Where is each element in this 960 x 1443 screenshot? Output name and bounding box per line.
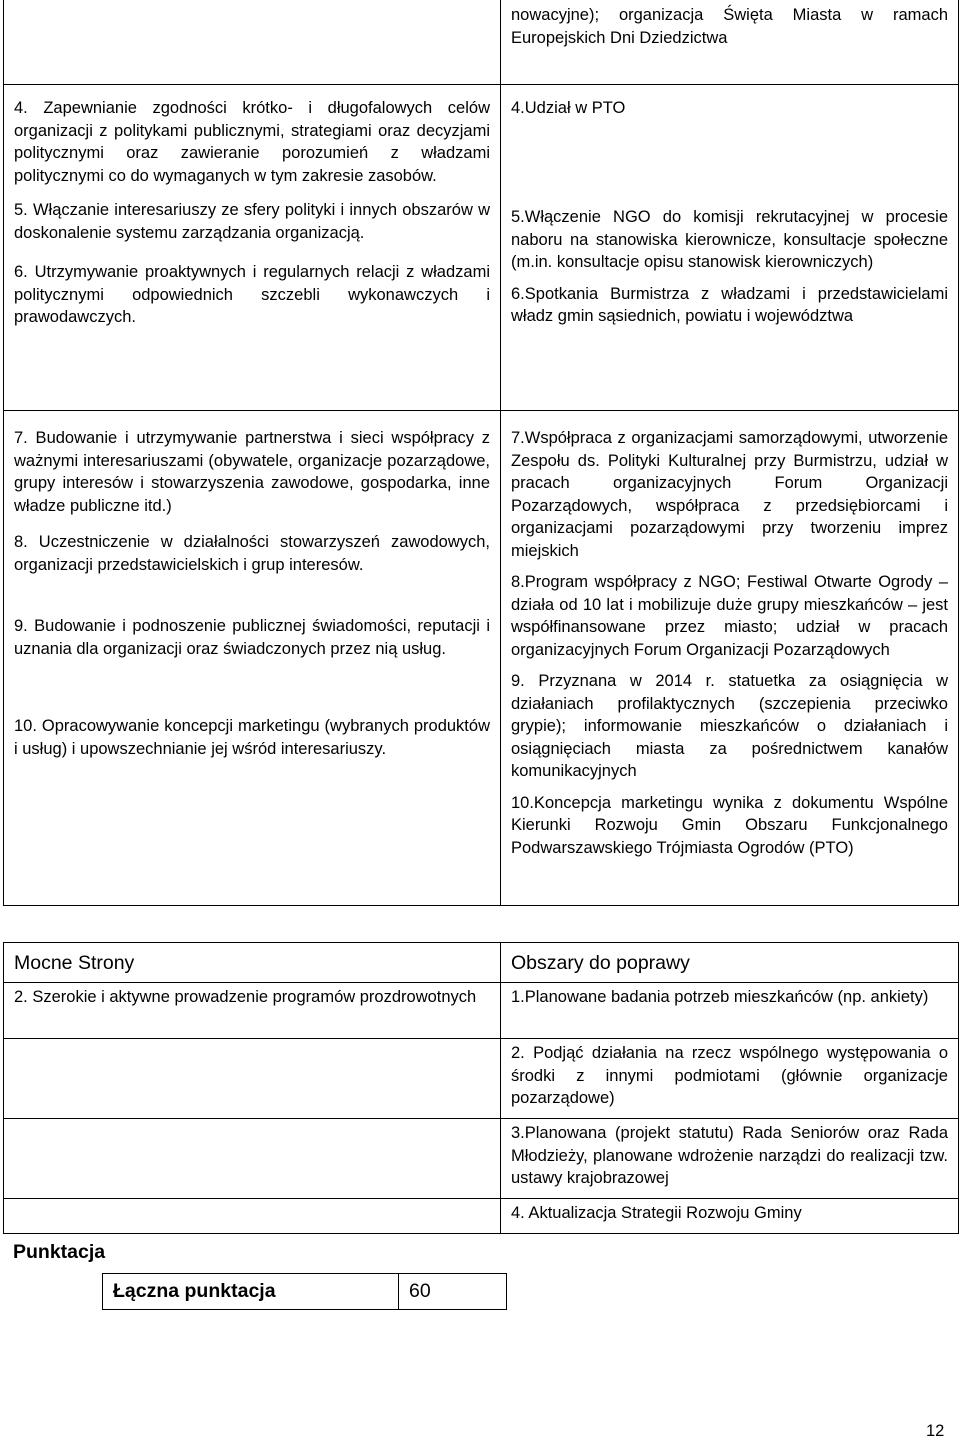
answer-6: 6.Spotkania Burmistrza z władzami i przedstawicielami władz gmin sąsiednich, powiatu i województwa	[511, 284, 948, 325]
page-number: 12	[926, 1422, 945, 1440]
table-row	[4, 983, 959, 1039]
strengths-header-cell	[4, 943, 501, 983]
table-row	[103, 1274, 507, 1310]
answer-7: 7.Współpraca z organizacjami samorządowymi, utworzenie Zespołu ds. Polityki Kulturalnej przy Burmistrzu, udział w pracach organizacyjnych Forum Organizacji Pozarządowych, współpraca z przedsiębiorcami i organizacjami pozarządowymi przy tworzeniu imprez miejskich	[511, 429, 948, 560]
criterion-10: 10. Opracowywanie koncepcji marketingu (wybranych produktów i usług) i upowszechnianie jej wśród interesariuszy.	[14, 717, 490, 758]
criterion-4: 4. Zapewnianie zgodności krótko- i długofalowych celów organizacji z politykami publicznymi, strategiami oraz decyzjami politycznymi oraz zawieranie porozumień z władzami politycznymi co do wymaganych w tym zakresie zasobów.	[14, 99, 490, 185]
criteria-table	[3, 0, 959, 906]
improvement-4: 4. Aktualizacja Strategii Rozwoju Gminy	[511, 1204, 802, 1222]
answer-4: 4.Udział w PTO	[511, 99, 626, 117]
criterion-7: 7. Budowanie i utrzymywanie partnerstwa i sieci współpracy z ważnymi interesariuszami (obywatele, organizacje pozarządowe, grupy interesów i stowarzyszenia zawodowe, gospodarka, inne władze publiczne itd.)	[14, 429, 490, 515]
improvement-cell	[501, 1199, 959, 1234]
empty-cell	[4, 0, 501, 85]
scoring-title: Punktacja	[13, 1241, 106, 1263]
scoring-value: 60	[399, 1274, 507, 1310]
table-row	[4, 85, 959, 411]
table-row	[4, 411, 959, 906]
improvements-header-cell	[501, 943, 959, 983]
table-row	[4, 1199, 959, 1234]
continuation-cell	[501, 0, 959, 85]
answer-9: 9. Przyznana w 2014 r. statuetka za osiągnięcia w działaniach profilaktycznych (szczepienia przeciwko grypie); informowanie mieszkańców o działaniach i osiągnięciach miasta za pośrednictwem kanałów komunikacyjnych	[511, 672, 948, 780]
answer-5: 5.Włączenie NGO do komisji rekrutacyjnej w procesie naboru na stanowiska kierownicze, konsultacje społeczne (m.in. konsultacje opisu stanowisk kierowniczych)	[511, 208, 948, 271]
answer-10: 10.Koncepcja marketingu wynika z dokumentu Wspólne Kierunki Rozwoju Gmin Obszaru Funkcjonalnego Podwarszawskiego Trójmiasta Ogrodów (PTO)	[511, 793, 948, 857]
improvement-1: 1.Planowane badania potrzeb mieszkańców (np. ankiety)	[511, 988, 929, 1006]
scoring-label: Łączna punktacja	[103, 1274, 399, 1310]
table-row	[4, 943, 959, 983]
answer-8: 8.Program współpracy z NGO; Festiwal Otwarte Ogrody – działa od 10 lat i mobilizuje duże grupy mieszkańców – jest współfinansowane przez miasto; udział w pracach organizacyjnych Forum Organizacji Pozarządowych	[511, 573, 948, 659]
criterion-8: 8. Uczestniczenie w działalności stowarzyszeń zawodowych, organizacji przedstawicielskich i grup interesów.	[14, 533, 490, 574]
strength-2: 2. Szerokie i aktywne prowadzenie programów prozdrowotnych	[14, 988, 477, 1006]
strength-cell	[4, 983, 501, 1039]
scoring-table	[102, 1273, 507, 1310]
criteria-left-cell-2	[4, 411, 501, 906]
improvement-2: 2. Podjąć działania na rzecz wspólnego występowania o środki z innymi podmiotami (głównie organizacje pozarządowe)	[511, 1044, 948, 1107]
strengths-header: Mocne Strony	[14, 951, 135, 974]
improvement-cell	[501, 983, 959, 1039]
strengths-table	[3, 942, 959, 1234]
empty-cell	[4, 1119, 501, 1199]
improvements-header: Obszary do poprawy	[511, 951, 690, 974]
improvement-cell	[501, 1119, 959, 1199]
table-row	[4, 1119, 959, 1199]
criteria-left-cell	[4, 85, 501, 411]
criterion-5: 5. Włączanie interesariuszy ze sfery polityki i innych obszarów w doskonalenie systemu zarządzania organizacją.	[14, 201, 490, 242]
table-row	[4, 1039, 959, 1119]
criterion-9: 9. Budowanie i podnoszenie publicznej świadomości, reputacji i uznania dla organizacji oraz świadczonych przez nią usług.	[14, 617, 490, 658]
empty-cell	[4, 1039, 501, 1119]
criteria-right-cell-2	[501, 411, 959, 906]
criteria-right-cell	[501, 85, 959, 411]
continuation-text: nowacyjne); organizacja Święta Miasta w ramach Europejskich Dni Dziedzictwa	[511, 6, 948, 47]
table-row	[4, 0, 959, 85]
improvement-3: 3.Planowana (projekt statutu) Rada Seniorów oraz Rada Młodzieży, planowane wdrożenie narządzi do realizacji tzw. ustawy krajobrazowej	[511, 1124, 948, 1187]
empty-cell	[4, 1199, 501, 1234]
criterion-6: 6. Utrzymywanie proaktywnych i regularnych relacji z władzami politycznymi odpowiednich szczebli wykonawczych i prawodawczych.	[14, 263, 490, 326]
improvement-cell	[501, 1039, 959, 1119]
